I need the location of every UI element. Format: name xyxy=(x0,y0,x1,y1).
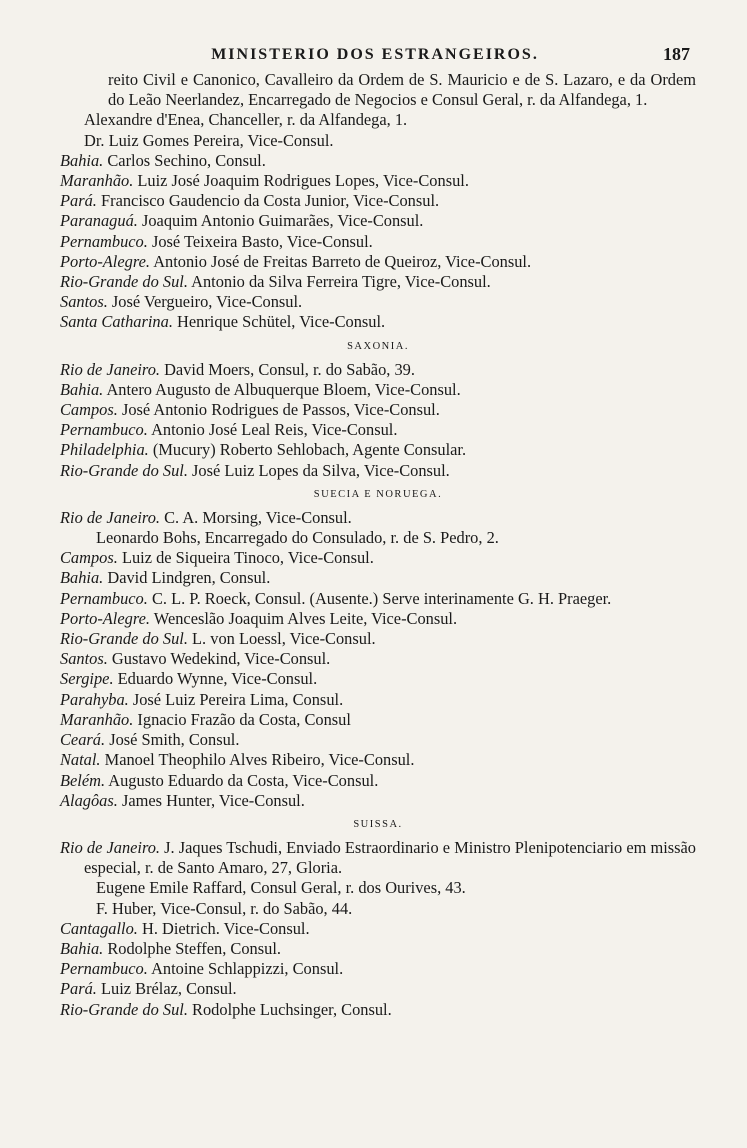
place-name: Philadelphia. xyxy=(60,440,149,460)
entry-line xyxy=(60,919,696,939)
place-name: Rio de Janeiro. xyxy=(60,507,160,527)
entry-text: Carlos Sechino, Consul. xyxy=(107,150,266,170)
entry-text: C. L. P. Roeck, Consul. (Ausente.) Serve interinamente G. H. Praeger. xyxy=(151,588,612,608)
entry-line xyxy=(60,440,696,460)
entry-line xyxy=(60,979,696,999)
entry-line xyxy=(60,609,696,629)
place-name: Santa Catharina. xyxy=(60,312,173,332)
entry-line xyxy=(60,272,696,292)
page-number: 187 xyxy=(663,44,690,64)
entry-text: Alexandre d'Enea, Chanceller, r. da Alfandega, 1. xyxy=(84,110,408,130)
entry-line xyxy=(60,838,696,878)
entry-text: Antonio José Leal Reis, Vice-Consul. xyxy=(151,420,398,440)
place-name: Rio de Janeiro. xyxy=(60,359,160,379)
entry-text: Antoine Schlappizzi, Consul. xyxy=(151,959,344,979)
place-name: Pernambuco. xyxy=(60,959,148,979)
entry-text: Eduardo Wynne, Vice-Consul. xyxy=(117,669,318,689)
entry-text: Antero Augusto de Albuquerque Bloem, Vice-Consul. xyxy=(106,379,461,399)
entry-line xyxy=(60,528,696,548)
entry-text: James Hunter, Vice-Consul. xyxy=(121,790,305,810)
entry-line xyxy=(60,750,696,770)
page-content xyxy=(60,70,696,1020)
intro-places-list xyxy=(60,151,696,333)
entry-line xyxy=(60,959,696,979)
place-name: Bahia. xyxy=(60,150,104,170)
place-name: Paranaguá. xyxy=(60,211,138,231)
intro-entry xyxy=(60,70,696,110)
place-name: Bahia. xyxy=(60,938,104,958)
intro-entry xyxy=(60,110,696,130)
section-title: SAXONIA. xyxy=(347,340,409,352)
place-name: Ceará. xyxy=(60,730,106,750)
page-header xyxy=(60,40,690,68)
entry-text: L. von Loessl, Vice-Consul. xyxy=(192,629,376,649)
entry-text: José Luiz Pereira Lima, Consul. xyxy=(132,689,344,709)
place-name: Sergipe. xyxy=(60,669,114,689)
entry-text: H. Dietrich. Vice-Consul. xyxy=(141,918,310,938)
place-name: Rio de Janeiro. xyxy=(60,837,161,857)
place-name: Pernambuco. xyxy=(60,420,148,440)
entry-line xyxy=(60,292,696,312)
place-name: Pará. xyxy=(60,191,97,211)
entry-text: Luiz José Joaquim Rodrigues Lopes, Vice-Consul. xyxy=(137,171,469,191)
entry-line xyxy=(60,589,696,609)
place-name: Alagôas. xyxy=(60,790,118,810)
place-name: Pernambuco. xyxy=(60,231,148,251)
entry-line xyxy=(60,380,696,400)
entry-text: Antonio da Silva Ferreira Tigre, Vice-Consul. xyxy=(191,272,491,292)
place-name: Rio-Grande do Sul. xyxy=(60,272,188,292)
intro-entry xyxy=(60,131,696,151)
place-name: Maranhão. xyxy=(60,709,134,729)
entry-line xyxy=(60,191,696,211)
entry-line xyxy=(60,252,696,272)
entry-line xyxy=(60,420,696,440)
entry-line xyxy=(60,360,696,380)
entry-line xyxy=(60,710,696,730)
entry-line xyxy=(60,211,696,231)
running-title: MINISTERIO DOS ESTRANGEIROS. xyxy=(211,46,539,63)
place-name: Rio-Grande do Sul. xyxy=(60,629,188,649)
entry-line xyxy=(60,312,696,332)
section-title: SUISSA. xyxy=(353,818,403,830)
entry-text: Joaquim Antonio Guimarães, Vice-Consul. xyxy=(141,211,424,231)
entry-text: Luiz Brélaz, Consul. xyxy=(101,979,237,999)
place-name: Maranhão. xyxy=(60,171,134,191)
entry-text: Manoel Theophilo Alves Ribeiro, Vice-Consul. xyxy=(104,750,415,770)
place-name: Porto-Alegre. xyxy=(60,608,150,628)
place-name: Natal. xyxy=(60,750,101,770)
entry-text: Dr. Luiz Gomes Pereira, Vice-Consul. xyxy=(84,130,334,150)
place-name: Belém. xyxy=(60,770,106,790)
entry-line xyxy=(60,548,696,568)
entry-line xyxy=(60,771,696,791)
entry-line xyxy=(60,151,696,171)
entry-line xyxy=(60,171,696,191)
place-name: Pernambuco. xyxy=(60,588,148,608)
place-name: Pará. xyxy=(60,979,97,999)
place-name: Campos. xyxy=(60,400,118,420)
entry-text: J. Jaques Tschudi, Enviado Estraordinario e Ministro Plenipotenciario em missão especial, r. de Santo Amaro, 27, Gloria. xyxy=(84,837,697,878)
entry-line xyxy=(60,629,696,649)
entry-text: José Antonio Rodrigues de Passos, Vice-Consul. xyxy=(121,400,440,420)
entry-text: Eugene Emile Raffard, Consul Geral, r. dos Ourives, 43. xyxy=(96,878,466,898)
entry-text: F. Huber, Vice-Consul, r. do Sabão, 44. xyxy=(96,898,353,918)
place-name: Bahia. xyxy=(60,568,104,588)
place-name: Porto-Alegre. xyxy=(60,251,150,271)
entry-line xyxy=(60,508,696,528)
entry-text: Wenceslão Joaquim Alves Leite, Vice-Consul. xyxy=(153,608,458,628)
entry-line xyxy=(60,899,696,919)
place-name: Bahia. xyxy=(60,379,104,399)
entry-text: José Smith, Consul. xyxy=(109,730,240,750)
entry-line xyxy=(60,1000,696,1020)
entry-text: Augusto Eduardo da Costa, Vice-Consul. xyxy=(108,770,379,790)
entry-text: David Moers, Consul, r. do Sabão, 39. xyxy=(164,359,415,379)
entry-text: C. A. Morsing, Vice-Consul. xyxy=(164,507,352,527)
place-name: Parahyba. xyxy=(60,689,129,709)
entry-text: José Vergueiro, Vice-Consul. xyxy=(111,292,303,312)
entry-line xyxy=(60,878,696,898)
place-name: Santos. xyxy=(60,292,108,312)
entry-text: José Teixeira Basto, Vice-Consul. xyxy=(151,231,373,251)
place-name: Rio-Grande do Sul. xyxy=(60,999,188,1019)
entry-line xyxy=(60,649,696,669)
entry-line xyxy=(60,568,696,588)
entry-text: José Luiz Lopes da Silva, Vice-Consul. xyxy=(192,460,450,480)
entry-text: Luiz de Siqueira Tinoco, Vice-Consul. xyxy=(121,548,374,568)
entry-text: David Lindgren, Consul. xyxy=(107,568,271,588)
entry-line xyxy=(60,461,696,481)
place-name: Cantagallo. xyxy=(60,918,138,938)
section-title: SUECIA E NORUEGA. xyxy=(313,488,443,500)
entry-text: reito Civil e Canonico, Cavalleiro da Ordem de S. Mauricio e de S. Lazaro, e da Ordem do Leão Neerlandez, Encarregado de Negocios e Consul Geral, r. da Alfandega, 1. xyxy=(108,70,696,110)
entry-text: Leonardo Bohs, Encarregado do Consulado, r. de S. Pedro, 2. xyxy=(96,528,499,548)
entry-text: (Mucury) Roberto Sehlobach, Agente Consular. xyxy=(152,440,467,460)
entry-text: Rodolphe Steffen, Consul. xyxy=(107,938,281,958)
entry-text: Rodolphe Luchsinger, Consul. xyxy=(192,999,392,1019)
entry-text: Antonio José de Freitas Barreto de Queiroz, Vice-Consul. xyxy=(153,251,532,271)
entry-text: Gustavo Wedekind, Vice-Consul. xyxy=(111,649,331,669)
entry-text: Francisco Gaudencio da Costa Junior, Vice-Consul. xyxy=(101,191,440,211)
entry-line xyxy=(60,730,696,750)
entry-line xyxy=(60,232,696,252)
entry-line xyxy=(60,400,696,420)
place-name: Santos. xyxy=(60,649,108,669)
entry-line xyxy=(60,791,696,811)
entry-text: Ignacio Frazão da Costa, Consul xyxy=(137,709,351,729)
entry-line xyxy=(60,690,696,710)
sections-list xyxy=(60,341,696,1020)
entry-line xyxy=(60,939,696,959)
place-name: Rio-Grande do Sul. xyxy=(60,460,188,480)
entry-line xyxy=(60,669,696,689)
place-name: Campos. xyxy=(60,548,118,568)
entry-text: Henrique Schütel, Vice-Consul. xyxy=(177,312,386,332)
